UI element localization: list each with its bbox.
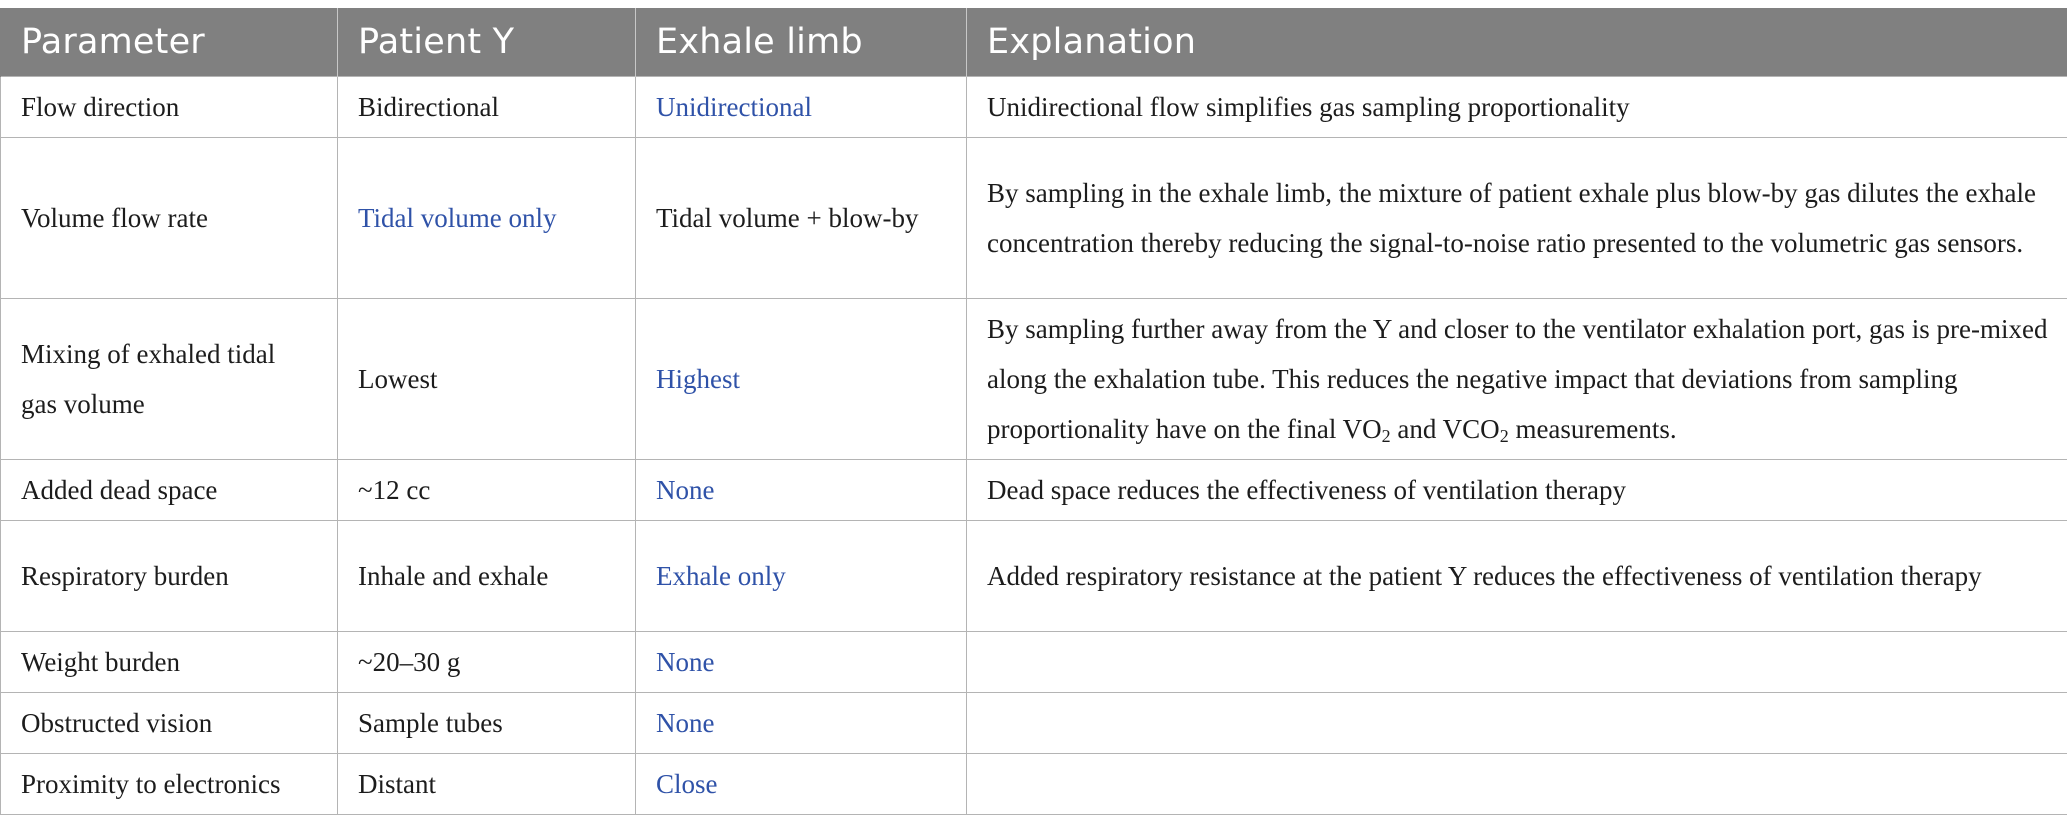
cell-exhale-limb: None — [636, 632, 967, 693]
table-row — [1, 299, 2067, 460]
cell-exhale-limb: Tidal volume + blow-by — [636, 138, 967, 299]
cell-parameter: Proximity to electronics — [1, 754, 338, 815]
table-row — [1, 460, 2067, 521]
cell-exhale-limb: Highest — [636, 299, 967, 460]
cell-exhale-limb: None — [636, 460, 967, 521]
cell-exhale-limb: Unidirectional — [636, 77, 967, 138]
table-row — [1, 754, 2067, 815]
cell-patient-y: Lowest — [338, 299, 636, 460]
cell-explanation — [967, 754, 2067, 815]
cell-explanation — [967, 632, 2067, 693]
cell-patient-y: Distant — [338, 754, 636, 815]
header-exhale-limb: Exhale limb — [636, 8, 967, 77]
cell-patient-y: Tidal volume only — [338, 138, 636, 299]
cell-patient-y: Inhale and exhale — [338, 521, 636, 632]
header-row — [1, 8, 2067, 77]
cell-exhale-limb: Exhale only — [636, 521, 967, 632]
cell-explanation — [967, 693, 2067, 754]
cell-explanation — [967, 299, 2067, 460]
table-row — [1, 693, 2067, 754]
cell-patient-y: Bidirectional — [338, 77, 636, 138]
cell-parameter: Respiratory burden — [1, 521, 338, 632]
cell-parameter: Added dead space — [1, 460, 338, 521]
subscript-two: 2 — [1381, 426, 1391, 446]
cell-patient-y: Sample tubes — [338, 693, 636, 754]
cell-parameter: Obstructed vision — [1, 693, 338, 754]
comparison-table — [0, 8, 2067, 815]
cell-patient-y: ~20–30 g — [338, 632, 636, 693]
cell-parameter: Weight burden — [1, 632, 338, 693]
table-header — [1, 8, 2067, 77]
explanation-text-mid: and VCO — [1390, 414, 1500, 444]
table-row — [1, 77, 2067, 138]
cell-explanation: By sampling in the exhale limb, the mixture of patient exhale plus blow-by gas dilutes the exhale concentration thereby reducing the signal-to-noise ratio presented to the volumetric gas sensors. — [967, 138, 2067, 299]
table-row — [1, 521, 2067, 632]
header-patient-y: Patient Y — [338, 8, 636, 77]
cell-explanation: Added respiratory resistance at the patient Y reduces the effectiveness of ventilation therapy — [967, 521, 2067, 632]
header-explanation: Explanation — [967, 8, 2067, 77]
header-parameter: Parameter — [1, 8, 338, 77]
cell-patient-y: ~12 cc — [338, 460, 636, 521]
explanation-text-post: measurements. — [1508, 414, 1677, 444]
cell-parameter: Flow direction — [1, 77, 338, 138]
subscript-two: 2 — [1499, 426, 1509, 446]
cell-exhale-limb: Close — [636, 754, 967, 815]
cell-parameter: Mixing of exhaled tidal gas volume — [1, 299, 338, 460]
cell-explanation: Unidirectional flow simplifies gas sampling proportionality — [967, 77, 2067, 138]
cell-parameter: Volume flow rate — [1, 138, 338, 299]
cell-exhale-limb: None — [636, 693, 967, 754]
table-row — [1, 138, 2067, 299]
comparison-table-container — [0, 8, 2067, 815]
cell-explanation: Dead space reduces the effectiveness of ventilation therapy — [967, 460, 2067, 521]
table-row — [1, 632, 2067, 693]
explanation-text-pre: By sampling further away from the Y and closer to the ventilator exhalation port, gas is pre-mixed along the exhalation tube. This reduces the negative impact that deviations from sampling proportionality have on the final VO — [987, 314, 2048, 444]
table-body — [1, 77, 2067, 815]
